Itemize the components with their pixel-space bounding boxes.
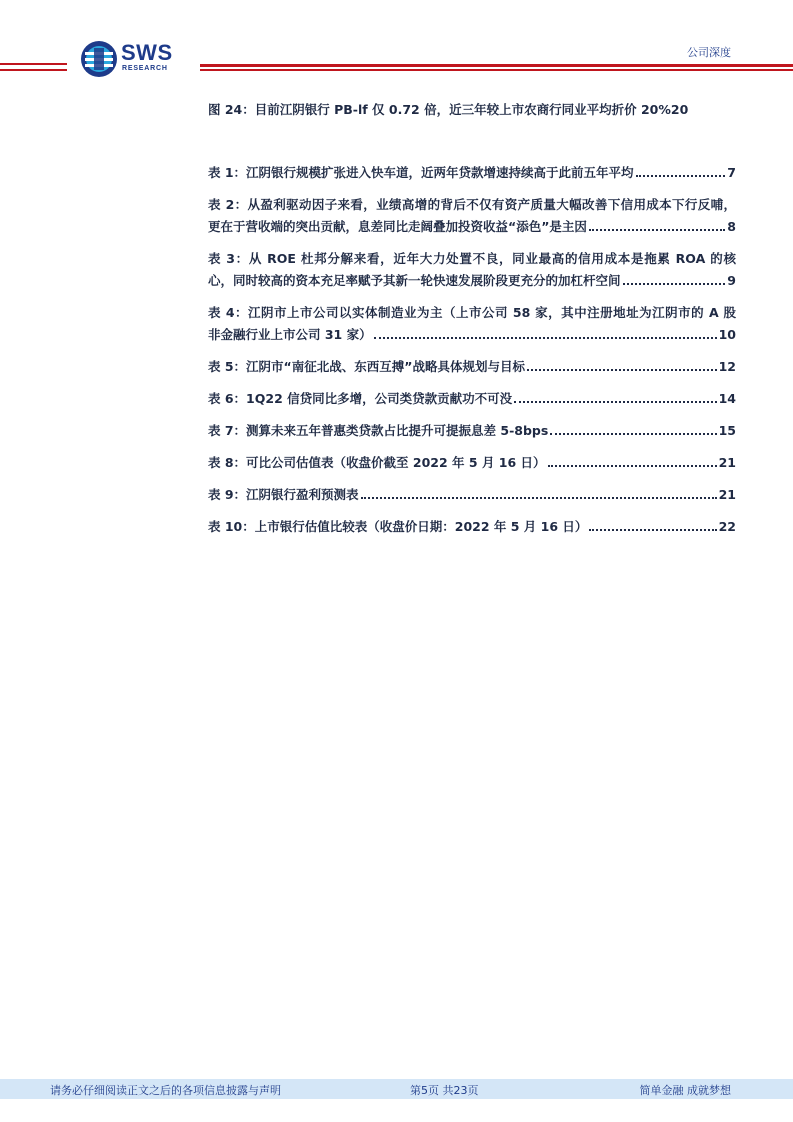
sws-logo	[80, 40, 190, 80]
toc-page-number: 8	[727, 219, 736, 234]
toc-entry[interactable]	[208, 162, 736, 184]
toc-entry-text: 表 6：1Q22 信贷同比多增，公司类贷款贡献功不可没	[208, 391, 513, 406]
toc-entry[interactable]	[208, 484, 736, 506]
header-rule-left-2	[0, 69, 67, 71]
toc-dot-leader	[589, 229, 725, 231]
toc-page-number: 22	[718, 519, 736, 534]
toc-dot-leader	[623, 283, 726, 285]
toc-page-number: 12	[718, 359, 736, 374]
page-header	[0, 0, 793, 90]
toc-entry[interactable]	[208, 388, 736, 410]
toc-entry[interactable]	[208, 452, 736, 474]
toc-entry-text: 表 5：江阴市“南征北战、东西互搏”战略具体规划与目标	[208, 359, 525, 374]
toc-page-number: 15	[718, 423, 736, 438]
toc-entry-text: 非金融行业上市公司 31 家）	[208, 327, 372, 342]
toc-entry[interactable]	[208, 516, 736, 538]
toc-page-number: 14	[718, 391, 736, 406]
toc-entry[interactable]	[208, 248, 736, 292]
toc-entry-text: 更在于营收端的突出贡献，息差同比走阔叠加投资收益“添色”是主因	[208, 219, 587, 234]
toc-entry-text: 表 7：测算未来五年普惠类贷款占比提升可提振息差 5-8bps	[208, 423, 549, 438]
toc-page-number: 21	[718, 455, 736, 470]
toc-entry-text: 心，同时较高的资本充足率赋予其新一轮快速发展阶段更充分的加杠杆空间	[208, 273, 621, 288]
toc-entry-text: 表 4：江阴市上市公司以实体制造业为主（上市公司 58 家，其中注册地址为江阴市的 A 股	[208, 305, 736, 320]
toc-dot-leader	[361, 497, 717, 499]
toc-page-number: 21	[718, 487, 736, 502]
figure-entry[interactable]: 图 24：目前江阴银行 PB-lf 仅 0.72 倍，近三年较上市农商行同业平均折价 20%20	[208, 102, 689, 117]
toc-dot-leader	[374, 337, 717, 339]
page-footer	[0, 1079, 793, 1099]
logo-text: SWS	[121, 40, 173, 65]
toc-page-number: 9	[727, 273, 736, 288]
table-list	[208, 162, 736, 538]
toc-page-number: 10	[718, 327, 736, 342]
toc-dot-leader	[514, 401, 716, 403]
footer-slogan: 简单金融 成就梦想	[639, 1084, 731, 1097]
footer-disclaimer: 请务必仔细阅读正文之后的各项信息披露与声明	[50, 1084, 281, 1097]
toc-dot-leader	[550, 433, 716, 435]
toc-entry-text: 表 8：可比公司估值表（收盘价截至 2022 年 5 月 16 日）	[208, 455, 546, 470]
toc-entry-text: 表 2：从盈利驱动因子来看，业绩高增的背后不仅有资产质量大幅改善下信用成本下行反哺，	[208, 197, 736, 212]
toc-dot-leader	[636, 175, 726, 177]
logo-subtext: RESEARCH	[122, 65, 168, 72]
footer-page-info: 第5页 共23页	[410, 1084, 479, 1097]
header-rule-right-2	[200, 69, 793, 71]
toc-entry[interactable]	[208, 356, 736, 378]
report-type-label: 公司深度	[687, 46, 731, 59]
sws-globe-icon	[80, 40, 118, 78]
header-rule-right	[200, 64, 793, 67]
toc-entry[interactable]	[208, 302, 736, 346]
toc-dot-leader	[548, 465, 717, 467]
toc-entry-text: 表 3：从 ROE 杜邦分解来看，近年大力处置不良，同业最高的信用成本是拖累 ROA 的核	[208, 251, 736, 266]
toc-content	[208, 100, 736, 548]
toc-entry-text: 表 9：江阴银行盈利预测表	[208, 487, 359, 502]
toc-dot-leader	[527, 369, 717, 371]
toc-entry[interactable]	[208, 420, 736, 442]
toc-dot-leader	[589, 529, 716, 531]
toc-page-number: 7	[727, 165, 736, 180]
toc-entry[interactable]	[208, 194, 736, 238]
toc-entry-text: 表 10：上市银行估值比较表（收盘价日期：2022 年 5 月 16 日）	[208, 519, 588, 534]
header-rule-left	[0, 63, 67, 65]
toc-entry-text: 表 1：江阴银行规模扩张进入快车道，近两年贷款增速持续高于此前五年平均	[208, 165, 634, 180]
